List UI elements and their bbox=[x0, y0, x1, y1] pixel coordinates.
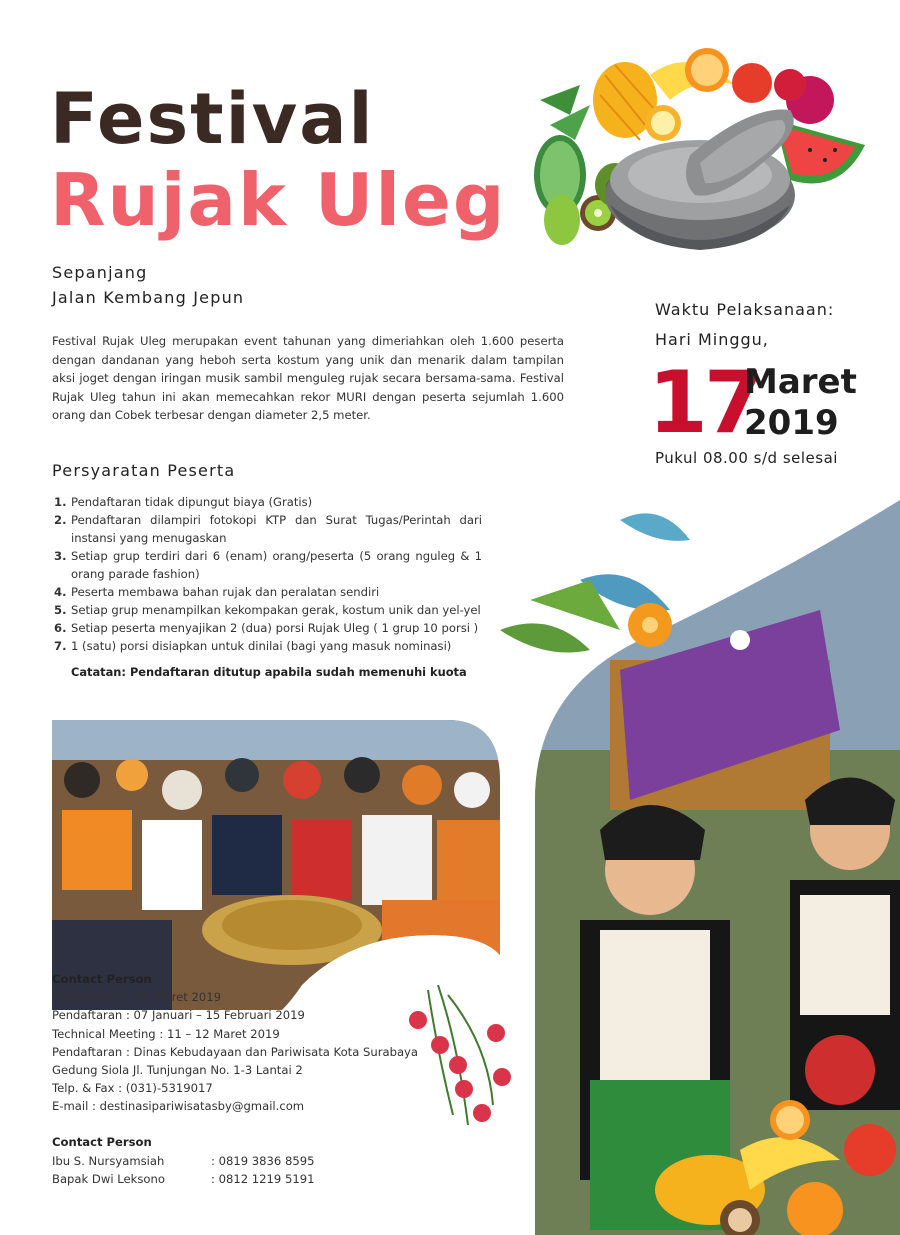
contact-title: Contact Person bbox=[52, 972, 152, 986]
contact-line: Gedung Siola Jl. Tunjungan No. 1-3 Lantai 2 bbox=[52, 1063, 303, 1078]
schedule-day: Hari Minggu, bbox=[655, 330, 769, 349]
title-line-2: Rujak Uleg bbox=[50, 158, 507, 242]
schedule-time: Pukul 08.00 s/d selesai bbox=[655, 449, 838, 467]
list-item bbox=[52, 637, 482, 655]
contact-person-row bbox=[52, 1152, 314, 1171]
item-number: 3. bbox=[54, 549, 67, 563]
crowd-photo bbox=[52, 720, 500, 1010]
list-item bbox=[52, 583, 482, 601]
item-text: Setiap peserta menyajikan 2 (dua) porsi Rujak Uleg ( 1 grup 10 porsi ) bbox=[71, 621, 479, 635]
mortar-pestle-fruits-illustration bbox=[520, 45, 870, 255]
item-number: 4. bbox=[54, 585, 67, 599]
contact-line: Telp. & Fax : (031)-5319017 bbox=[52, 1081, 213, 1096]
list-item bbox=[52, 547, 482, 583]
schedule-month: Maret bbox=[744, 362, 857, 402]
contact-person-phone: : 0812 1219 5191 bbox=[211, 1172, 315, 1186]
contact-person-name: Ibu S. Nursyamsiah bbox=[52, 1153, 165, 1168]
item-text: Peserta membawa bahan rujak dan peralatan sendiri bbox=[71, 585, 380, 599]
dancer-costume-photo bbox=[490, 500, 900, 1235]
item-number: 5. bbox=[54, 603, 67, 617]
item-text: 1 (satu) porsi disiapkan untuk dinilai (bagi yang masuk nominasi) bbox=[71, 639, 452, 653]
item-text: Setiap grup menampilkan kekompakan gerak, kostum unik dan yel-yel bbox=[71, 603, 481, 617]
contact-line: Technical Meeting : 11 – 12 Maret 2019 bbox=[52, 1026, 280, 1041]
schedule-label: Waktu Pelaksanaan: bbox=[655, 300, 835, 319]
list-item bbox=[52, 601, 482, 619]
schedule-year: 2019 bbox=[744, 403, 839, 443]
contact-persons bbox=[52, 1133, 314, 1189]
item-number: 2. bbox=[54, 513, 67, 527]
item-text: Pendaftaran tidak dipungut biaya (Gratis) bbox=[71, 495, 313, 509]
item-number: 6. bbox=[54, 621, 67, 635]
location-line-2: Jalan Kembang Jepun bbox=[52, 288, 245, 307]
list-item bbox=[52, 493, 482, 511]
item-number: 7. bbox=[54, 639, 67, 653]
item-text: Pendaftaran dilampiri fotokopi KTP dan Surat Tugas/Perintah dari instansi yang menugaskan bbox=[71, 513, 482, 545]
list-item bbox=[52, 511, 482, 547]
contact-info bbox=[52, 970, 418, 1116]
contact-line: Pendaftaran : Dinas Kebudayaan dan Pariwisata Kota Surabaya bbox=[52, 1044, 419, 1059]
location-line-1: Sepanjang bbox=[52, 263, 148, 282]
contact-email: E-mail : destinasipariwisatasby@gmail.com bbox=[52, 1099, 305, 1114]
contact-person-row bbox=[52, 1170, 314, 1189]
registration-note: Catatan: Pendaftaran ditutup apabila sudah memenuhi kuota bbox=[71, 665, 467, 679]
schedule-date-number: 17 bbox=[648, 353, 760, 453]
requirements-list bbox=[52, 493, 482, 655]
contact-person-name: Bapak Dwi Leksono bbox=[52, 1172, 165, 1186]
event-description: Festival Rujak Uleg merupakan event tahunan yang dimeriahkan oleh 1.600 peserta dengan dandanan yang heboh serta kostum yang unik dan menarik dalam tampilan aksi joget dengan iringan musik sambil menguleg rujak secara bersama-sama. Festival Rujak Uleg tahun ini akan memecahkan rekor MURI dengan peserta sejumlah 1.600 orang dan Cobek terbesar dengan diameter 2,5 meter. bbox=[52, 334, 564, 422]
list-item bbox=[52, 619, 482, 637]
event-location bbox=[52, 260, 244, 310]
contact-person-phone: : 0819 3836 8595 bbox=[211, 1153, 315, 1168]
requirements-heading: Persyaratan Peserta bbox=[52, 461, 236, 480]
item-number: 1. bbox=[54, 495, 67, 509]
contact-line: Pendaftaran : 07 Januari – 15 Februari 2019 bbox=[52, 1008, 305, 1023]
contact-line: Pelaksanaan : 17 Maret 2019 bbox=[52, 990, 222, 1005]
title-line-1: Festival bbox=[50, 78, 375, 160]
contact-title: Contact Person bbox=[52, 1135, 152, 1149]
item-text: Setiap grup terdiri dari 6 (enam) orang/peserta (5 orang nguleg & 1 orang parade fashion) bbox=[71, 549, 482, 581]
